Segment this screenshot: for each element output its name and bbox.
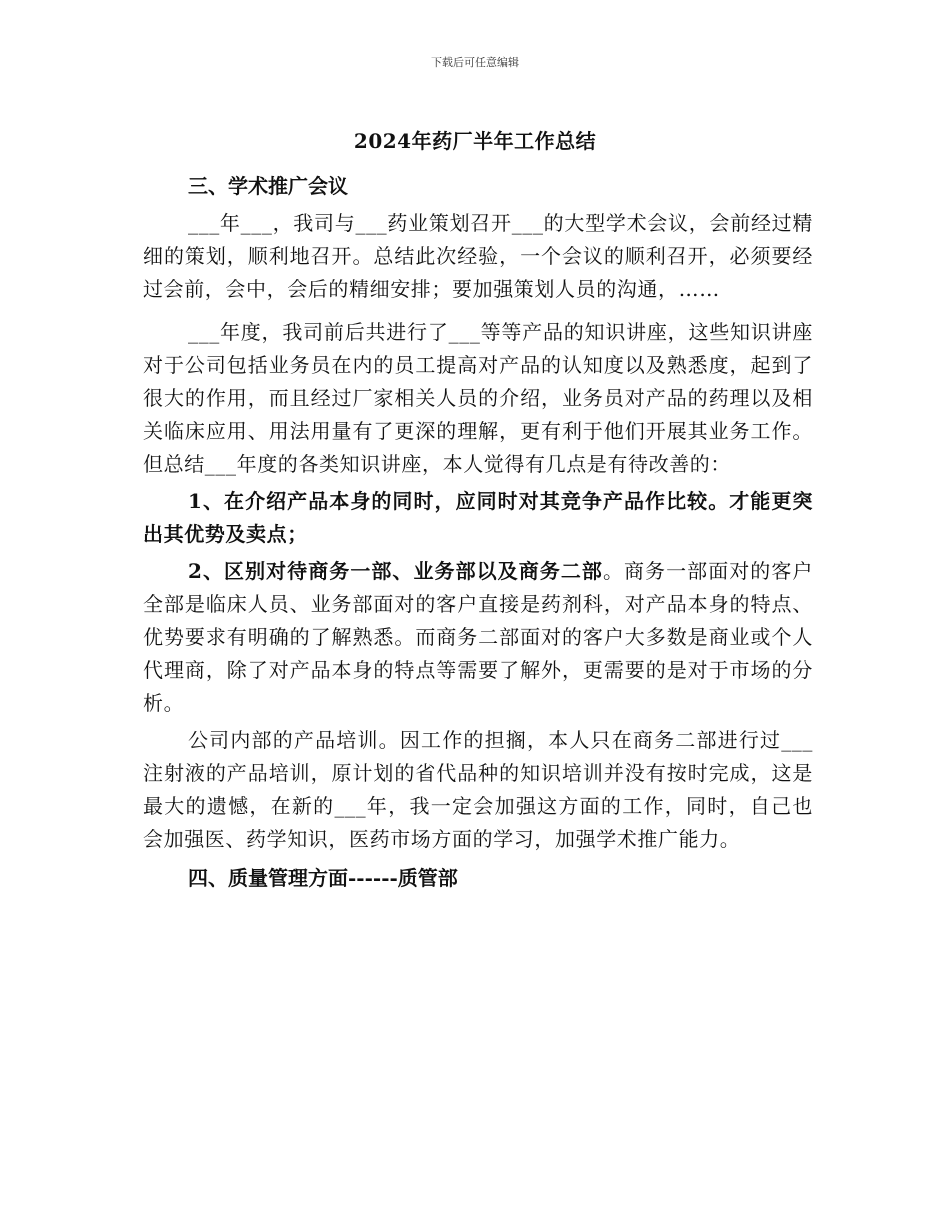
paragraph-lectures: ___年度，我司前后共进行了___等等产品的知识讲座，这些知识讲座对于公司包括业务员在内的员工提高对产品的认知度以及熟悉度，起到了很大的作用，而且经过厂家相关人员的介绍，业务员对产品的药理以及相关临床应用、用法用量有了更深的理解，更有利于他们开展其业务工作。但总结___年度的各类知识讲座，本人觉得有几点是有待改善的： [143, 320, 813, 476]
point-two-lead: 2、区别对待商务一部、业务部以及商务二部 [188, 559, 603, 583]
point-two [143, 555, 813, 720]
section-heading-quality-management: 四、质量管理方面------质管部 [188, 866, 458, 890]
document-title: 2024年药厂半年工作总结 [353, 129, 597, 153]
document-body [143, 170, 813, 895]
paragraph-meeting: ___年___，我司与___药业策划召开___的大型学术会议，会前经过精细的策划，顺利地召开。总结此次经验，一个会议的顺利召开，必须要经过会前，会中，会后的精细安排；要加强策划人员的沟通，…… [143, 211, 813, 301]
header-note: 下载后可任意编辑 [431, 56, 519, 69]
paragraph-internal-training: 公司内部的产品培训。因工作的担搁，本人只在商务二部进行过___注射液的产品培训，原计划的省代品种的知识培训并没有按时完成，这是最大的遗憾，在新的___年，我一定会加强这方面的工作，同时，自己也会加强医、药学知识，医药市场方面的学习，加强学术推广能力。 [143, 728, 813, 851]
point-two-body: 。商务一部面对的客户全部是临床人员、业务部面对的客户直接是药剂科，对产品本身的特点、优势要求有明确的了解熟悉。而商务二部面对的客户大多数是商业或个人代理商，除了对产品本身的特点等需要了解外，更需要的是对于市场的分析。 [143, 559, 813, 715]
section-heading-academic-promotion: 三、学术推广会议 [188, 174, 348, 198]
point-one: 1、在介绍产品本身的同时，应同时对其竞争产品作比较。才能更突出其优势及卖点； [143, 489, 813, 546]
